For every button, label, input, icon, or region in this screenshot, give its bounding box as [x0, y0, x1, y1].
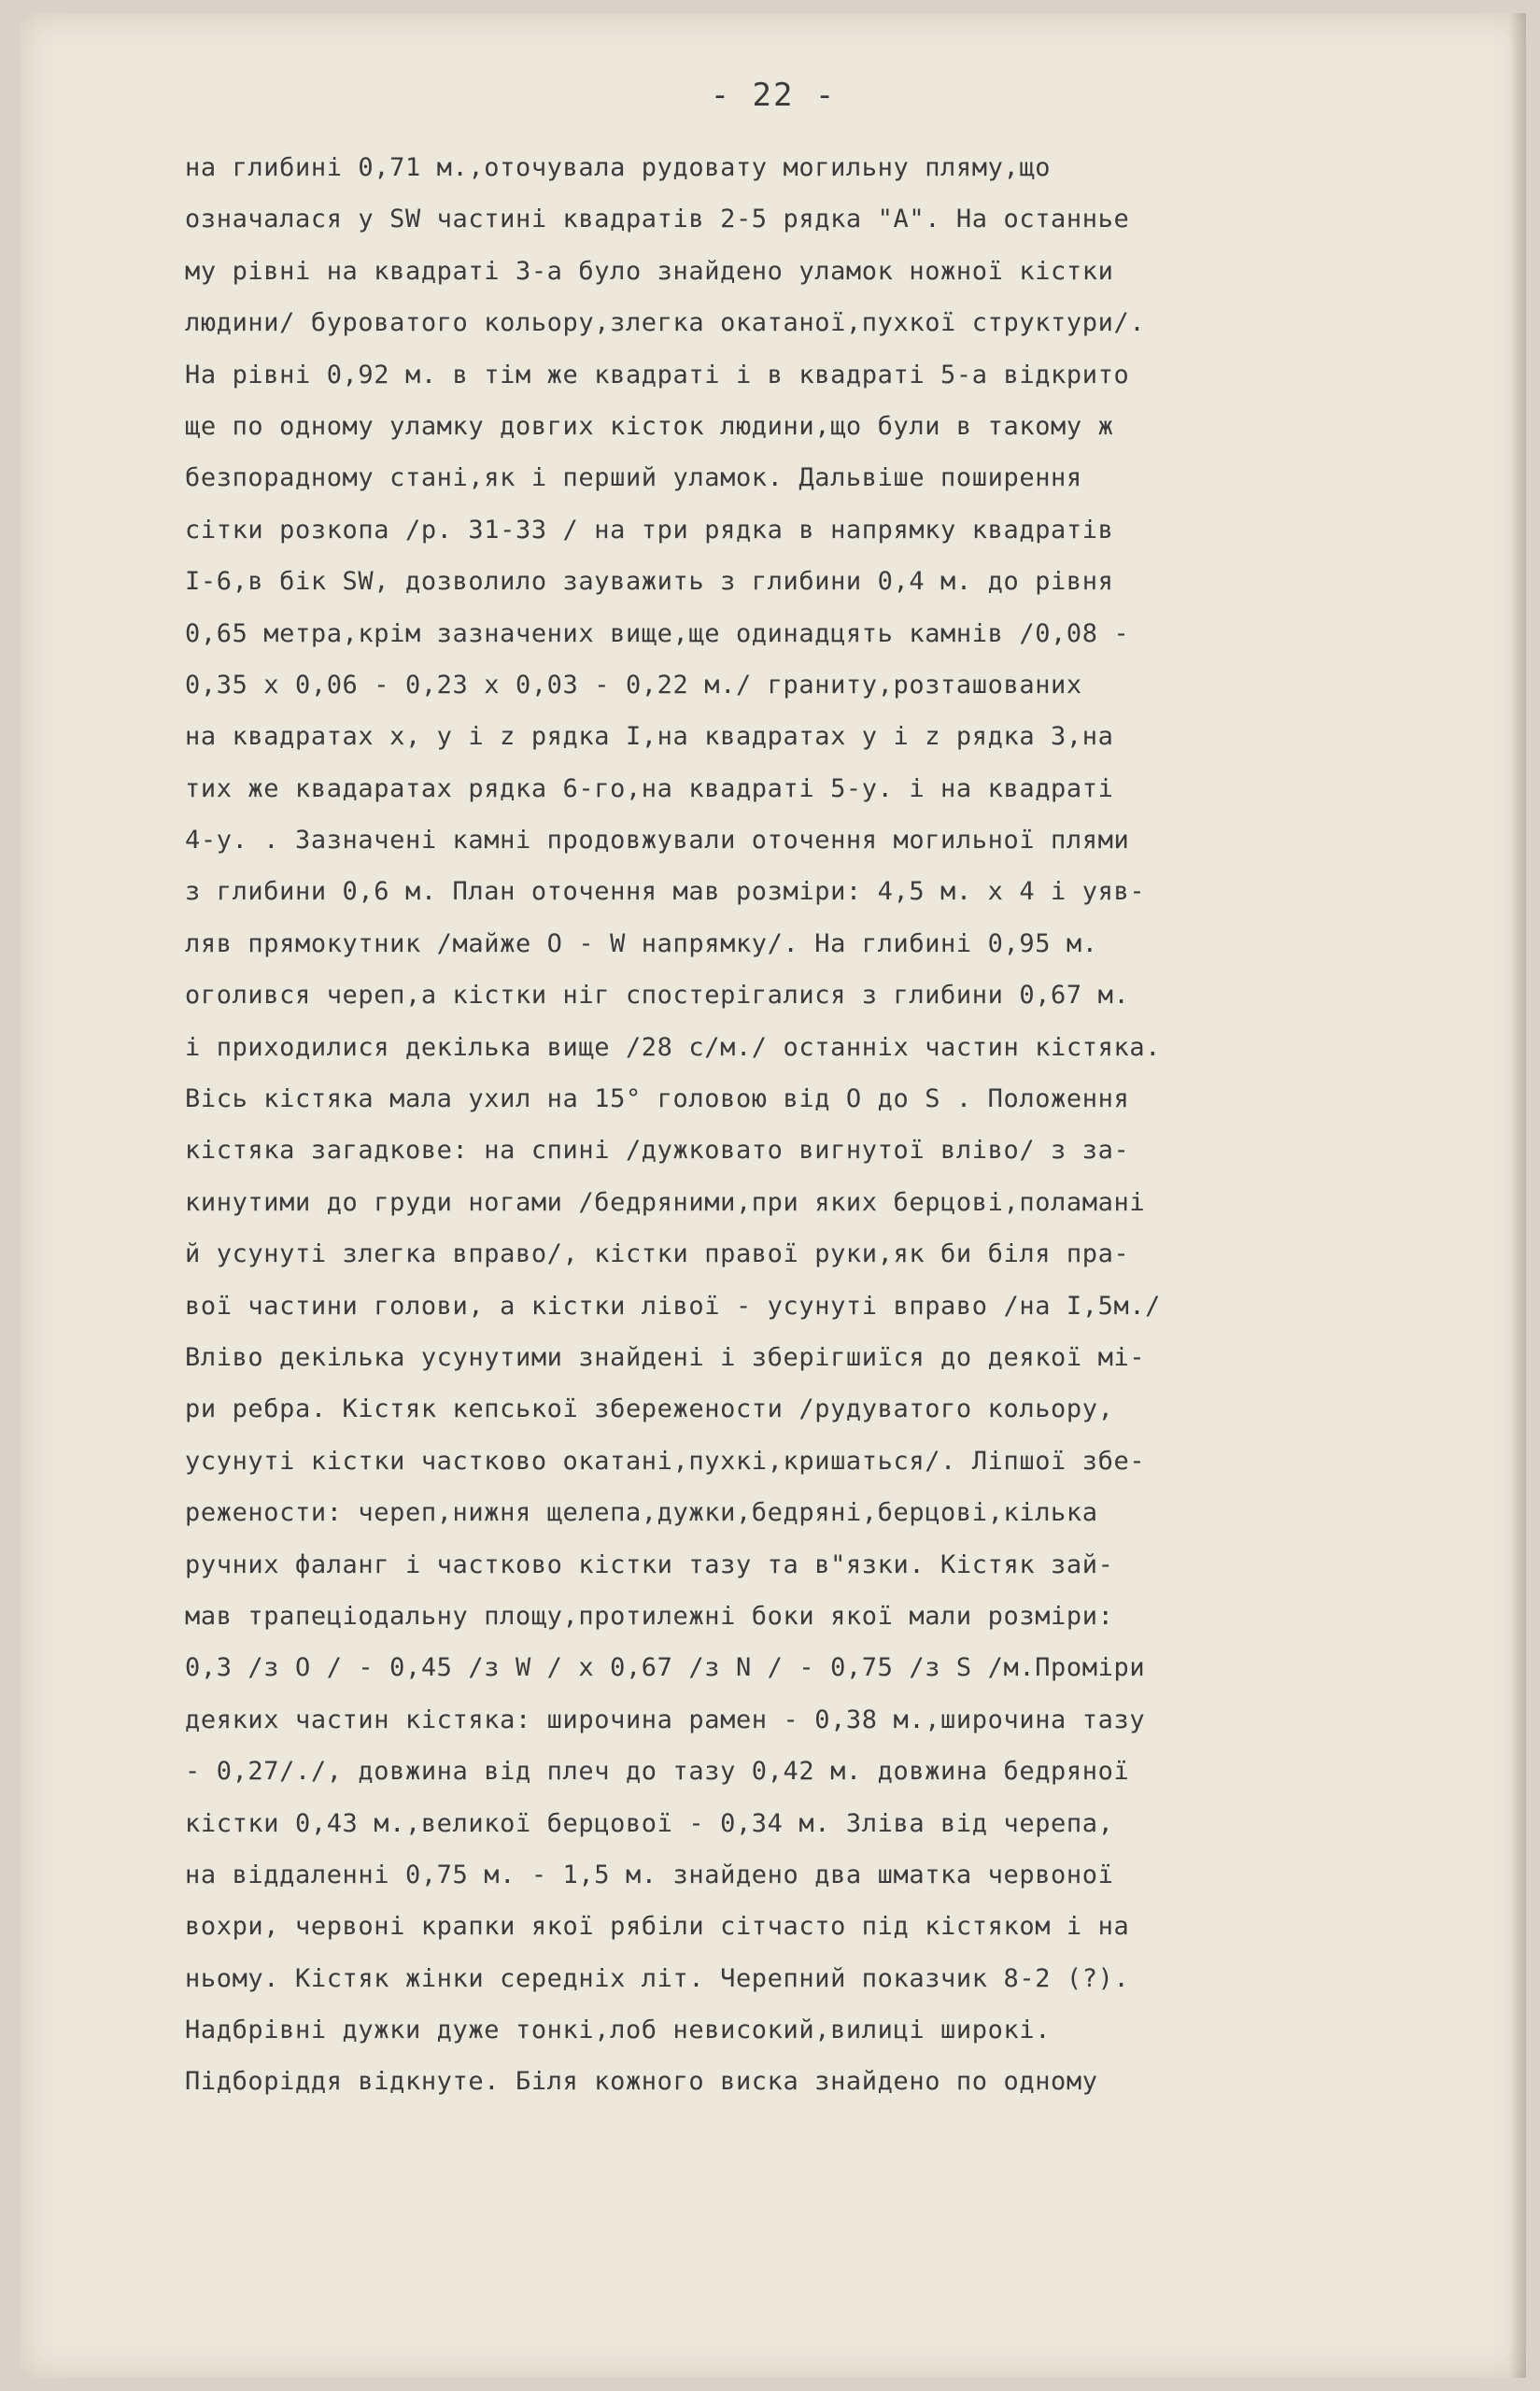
- text-line: означалася у SW частині квадратів 2-5 рядка "А". На останнье: [185, 205, 1130, 234]
- text-line: Вісь кістяка мала ухил на 15° головою від О до S . Положення: [185, 1084, 1130, 1114]
- text-line: 0,35 х 0,06 - 0,23 х 0,03 - 0,22 м./ граниту,розташованих: [185, 670, 1082, 700]
- page-edge-shadow: [1509, 13, 1526, 2378]
- text-line: з глибини 0,6 м. План оточення мав розміри: 4,5 м. х 4 і уяв-: [185, 877, 1146, 907]
- text-line: на квадратах х, у і z рядка І,на квадратах у і z рядка 3,на: [185, 722, 1114, 752]
- text-line: кинутими до груди ногами /бедряними,при яких берцові,поламані: [185, 1187, 1146, 1217]
- text-line: усунуті кістки частково окатані,пухкі,кришаться/. Ліпшої збе-: [185, 1446, 1146, 1476]
- text-line: на глибині 0,71 м.,оточувала рудовату могильну пляму,що: [185, 153, 1052, 182]
- text-line: деяких частин кістяка: широчина рамен - 0,38 м.,широчина тазу: [185, 1705, 1146, 1734]
- text-line: режености: череп,нижня щелепа,дужки,бедряні,берцові,кілька: [185, 1498, 1098, 1528]
- text-line: му рівні на квадраті 3-а було знайдено уламок ножної кістки: [185, 256, 1114, 286]
- text-line: оголився череп,а кістки ніг спостерігалися з глибини 0,67 м.: [185, 981, 1130, 1011]
- text-line: Підборіддя відкнуте. Біля кожного виска знайдено по одному: [185, 2067, 1098, 2097]
- text-line: людини/ буроватого кольору,злегка окатаної,пухкої структури/.: [185, 308, 1146, 338]
- text-line: сітки розкопа /р. 31-33 / на три рядка в напрямку квадратів: [185, 515, 1114, 545]
- text-line: - 0,27/./, довжина від плеч до тазу 0,42 м. довжина бедряної: [185, 1757, 1130, 1787]
- text-line: ри ребра. Кістяк кепської збережености /рудуватого кольору,: [185, 1394, 1114, 1424]
- text-line: мав трапеціодальну площу,протилежні боки якої мали розміри:: [185, 1601, 1114, 1631]
- text-line: кістяка загадкове: на спині /дужковато вигнутої вліво/ з за-: [185, 1136, 1130, 1166]
- document-page: [21, 13, 1526, 2378]
- text-line: ляв прямокутник /майже О - W напрямку/. На глибині 0,95 м.: [185, 928, 1098, 958]
- text-line: 4-у. . Зазначені камні продовжували оточення могильної плями: [185, 826, 1130, 856]
- text-line: тих же квадаратах рядка 6-го,на квадраті 5-у. і на квадраті: [185, 773, 1114, 803]
- text-line: На рівні 0,92 м. в тім же квадраті і в квадраті 5-а відкрито: [185, 360, 1130, 389]
- page-number: - 22 -: [710, 77, 837, 114]
- text-line: на віддаленні 0,75 м. - 1,5 м. знайдено два шматка червоної: [185, 1860, 1114, 1889]
- text-line: Вліво декілька усунутими знайдені і зберігшиїся до деякої мі-: [185, 1342, 1146, 1372]
- text-line: І-6,в бік SW, дозволило зауважить з глибини 0,4 м. до рівня: [185, 567, 1114, 597]
- text-line: й усунуті злегка вправо/, кістки правої руки,як би біля пра-: [185, 1239, 1130, 1269]
- text-line: вої частини голови, а кістки лівої - усунуті вправо /на І,5м./: [185, 1291, 1162, 1321]
- text-line: ньому. Кістяк жінки середніх літ. Черепний показчик 8-2 (?).: [185, 1963, 1130, 1993]
- text-line: Надбрівні дужки дуже тонкі,лоб невисокий,вилиці широкі.: [185, 2016, 1052, 2045]
- text-line: 0,65 метра,крім зазначених вище,ще одинадцять камнів /0,08 -: [185, 618, 1130, 648]
- text-line: і приходилися декілька вище /28 с/м./ останніх частин кістяка.: [185, 1032, 1162, 1062]
- body-text: [185, 142, 1492, 2108]
- text-line: ще по одному уламку довгих кісток людини,що були в такому ж: [185, 411, 1114, 441]
- text-line: вохри, червоні крапки якої рябіли сітчасто під кістяком і на: [185, 1912, 1130, 1942]
- text-line: ручних фаланг і частково кістки тазу та в"язки. Кістяк зай-: [185, 1549, 1114, 1579]
- text-line: безпорадному стані,як і перший уламок. Дальвіше поширення: [185, 463, 1082, 493]
- text-line: кістки 0,43 м.,великої берцової - 0,34 м. Зліва від черепа,: [185, 1808, 1114, 1838]
- text-line: 0,3 /з О / - 0,45 /з W / х 0,67 /з N / - 0,75 /з S /м.Проміри: [185, 1653, 1146, 1683]
